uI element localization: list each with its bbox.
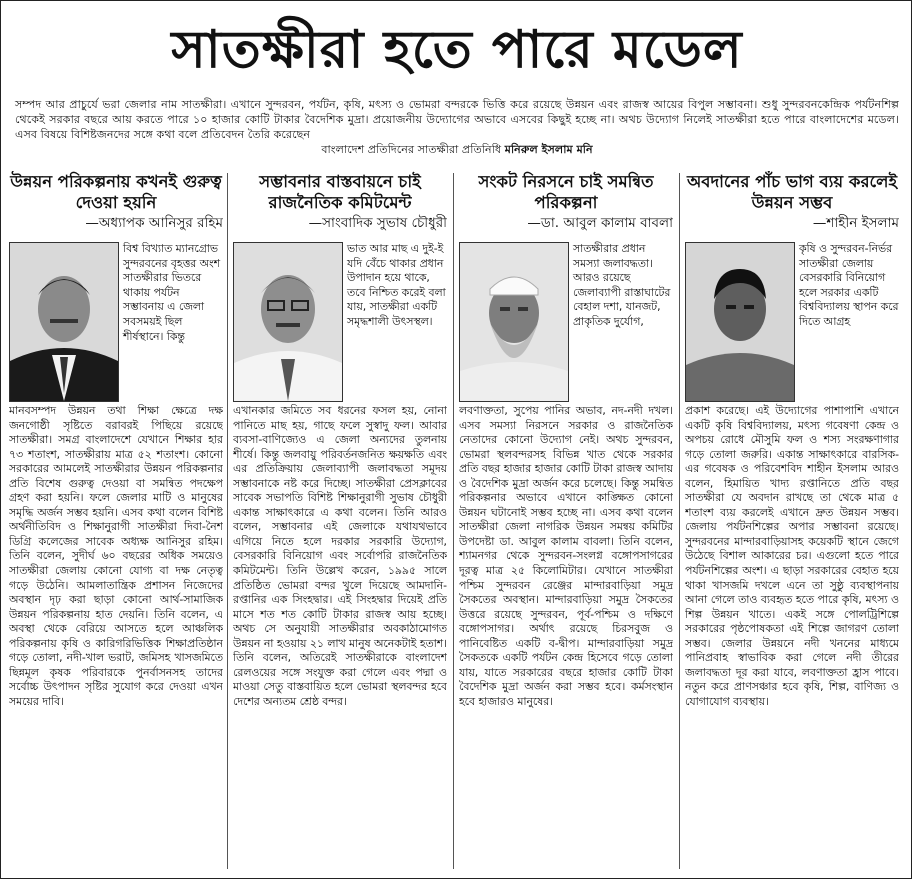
column-body: লবণাক্ততা, সুপেয় পানির অভাব, নদ-নদী দখল। এসব সমস্যা নিরসনে সরকার ও রাজনৈতিক নেতাদের কোনো উদ্যোগ নেই। অথচ সুন্দরবন, ভোমরা স্থলবন্দরসহ বিভিন্ন খাত থেকে সরকার প্রতি বছর হাজার হাজার কোটি টাকা রাজস্ব আদায় ও বৈদেশিক মুদ্রা অর্জন করে চলেছে। কিন্তু সমন্বিত পরিকল্পনার অভাবে এখানে কাঙ্ক্ষিত কোনো উন্নয়ন ঘটানোই সম্ভব হচ্ছে না। এসব কথা বলেন সাতক্ষীরা জেলা নাগরিক উন্নয়ন সমন্বয় কমিটির উপদেষ্টা ডা. আবুল কালাম বাবলা। তিনি বলেন, শ্যামনগর থেকে সুন্দরবন-সংলগ্ন বঙ্গোপসাগরের দূরত্ব মাত্র ২৫ কিলোমিটার। যেখানে সাতক্ষীরা পশ্চিম সুন্দরবন রেঞ্জের মান্দারবাড়িয়া সমুদ্র সৈকতের অবস্থান। মান্দারবাড়িয়া সমুদ্র সৈকতের উত্তরে রয়েছে সুন্দরবন, পূর্ব-পশ্চিম ও দক্ষিণে বঙ্গোপসাগর। অর্থাৎ রয়েছে চিরসবুজ ও পানিবেষ্টিত একটি ব-দ্বীপ। মান্দারবাড়িয়া সমুদ্র সৈকতকে একটি পর্যটন কেন্দ্র হিসেবে গড়ে তোলা যায়, যাতে সরকারের বছরে হাজার কোটি টাকা বৈদেশিক মুদ্রা অর্জন করা সম্ভব হবে। কর্মসংস্থান হবে হাজারও মানুষের। <box>459 404 673 708</box>
intro-text: সম্পদ আর প্রাচুর্যে ভরা জেলার নাম সাতক্ষীরা। এখানে সুন্দরবন, পর্যটন, কৃষি, মৎস্য ও ভোমরা বন্দরকে ভিত্তি করে রয়েছে উন্নয়ন এবং রাজস্ব আয়ের বিপুল সম্ভাবনা। শুধু সুন্দরবনকেন্দ্রিক পর্যটনশিল্প থেকেই সরকার বছরে আয় করতে পারে ১০ হাজার কোটি টাকার বৈদেশিক মুদ্রা। প্রয়োজনীয় উদ্যোগের অভাবে এসবের কিছুই হচ্ছে না। অথচ উদ্যোগ নিলেই সাতক্ষীরা হতে পারে বাংলাদেশের মডেল। এসব বিষয়ে বিশিষ্টজনদের সঙ্গে কথা বলে প্রতিবেদন তৈরি করেছেন <box>15 98 899 141</box>
portrait-man-cap-beard-icon <box>459 242 569 402</box>
article-column-1 <box>9 171 223 871</box>
article-column-3 <box>459 171 673 871</box>
portrait-young-man-icon <box>685 242 795 402</box>
column-body: এখানকার জমিতে সব ধরনের ফসল হয়, নোনা পানিতে মাছ হয়, গাছে ফলে সুস্বাদু ফল। আবার ব্যবসা-বাণিজ্যেও এ জেলা অন্যদের তুলনায় শীর্ষে। কিন্তু জলবায়ু পরিবর্তনজনিত ক্ষয়ক্ষতি এবং এর প্রতিক্রিয়ায় জেলাব্যাপী জলাবদ্ধতা সমূদয় সম্ভাবনাকে নষ্ট করে দিচ্ছে। সাতক্ষীরা প্রেসক্লাবের সাবেক সভাপতি বিশিষ্ট শিক্ষানুরাগী সুভাষ চৌধুরী একান্ত সাক্ষাৎকারে এ কথা বলেন। তিনি আরও বলেন, সম্ভাবনার এই জেলাকে যথাযথভাবে এগিয়ে নিতে হলে দরকার সরকারি উদ্যোগ, বেসরকারি বিনিয়োগ এবং সর্বোপরি রাজনৈতিক কমিটমেন্ট। তিনি উল্লেখ করেন, ১৯৯৫ সালে প্রতিষ্ঠিত ভোমরা বন্দর খুলে দিয়েছে আমদানি-রপ্তানির এক সিংহদ্বার। এই সিংহদ্বার দিয়েই প্রতি মাসে শত শত কোটি টাকার রাজস্ব আয় হচ্ছে। অথচ সে অনুযায়ী সাতক্ষীরার অবকাঠামোগত উন্নয়ন না হওয়ায় ২১ লাখ মানুষ অনেকটাই হতাশ। তিনি বলেন, অতিরেই সাতক্ষীরাকে বাংলাদেশ রেলওয়ের সঙ্গে সংযুক্ত করা গেলে এবং পদ্মা ও মাওয়া সেতু বাস্তবায়িত হলে ভোমরা স্থলবন্দর হবে দেশের অন্যতম শ্রেষ্ঠ বন্দর। <box>233 404 447 708</box>
column-heading: অবদানের পাঁচ ভাগ ব্যয় করলেই উন্নয়ন সম্ভব <box>686 172 898 212</box>
column-body: প্রকাশ করেছে। এই উদ্যোগের পাশাপাশি এখানে একটি কৃষি বিশ্ববিদ্যালয়, মৎস্য গবেষণা কেন্দ্র ও অপচয় রোধে মৌসুমি ফল ও শস্য সংরক্ষণাগার গড়ে তোলা জরুরি। একান্ত সাক্ষাৎকারে বারসিক-এর গবেষক ও পরিবেশবিদ শাহীন ইসলাম আরও বলেন, হিমায়িত খাদ্য রপ্তানিতে প্রতি বছর সাতক্ষীরা যে অবদান রাখছে তা থেকে মাত্র ৫ শতাংশ ব্যয় করলেই এখানে দ্রুত উন্নয়ন সম্ভব। জেলায় পর্যটনশিল্পের অপার সম্ভাবনা রয়েছে। সুন্দরবনের মান্দারবাড়িয়াসহ কয়েকটি স্থানে জেগে উঠেছে বিশাল আকারের চর। এগুলো হতে পারে পর্যটনশিল্পের অংশ। এ ছাড়া সরকারের বেহাত হয়ে থাকা খাসজমি দখলে এনে তা সুষ্ঠু ব্যবস্থাপনায় আনা গেলে তাও ব্যবহৃত হতে পারে কৃষি, মৎস্য ও শিল্প উন্নয়ন খাতে। একই সঙ্গে পোলট্রিশিল্পে সরকারের পৃষ্ঠপোষকতা এই শিল্পে জাগরণ তোলা সম্ভব। জেলার উন্নয়নে নদী খননের মাধ্যমে পানিপ্রবাহ স্বাভাবিক করা গেলে নদী তীরের জলাবদ্ধতা দূর করা যাবে, লবণাক্ততা হ্রাস পাবে। নতুন করে প্রাণসঞ্চার হবে কৃষি, শিল্প, বাণিজ্য ও যোগাযোগ ব্যবস্থায়। <box>685 404 899 708</box>
headline: সাতক্ষীরা হতে পারে মডেল <box>171 19 743 80</box>
column-heading: উন্নয়ন পরিকল্পনায় কখনই গুরুত্ব দেওয়া হয়নি <box>10 172 222 212</box>
column-byline: —শাহীন ইসলাম <box>812 215 899 231</box>
column-heading: সম্ভাবনার বাস্তবায়নে চাই রাজনৈতিক কমিটমেন্ট <box>259 172 421 212</box>
column-divider <box>227 173 228 869</box>
side-text: কৃষি ও সুন্দরবন-নির্ভর সাতক্ষীরা জেলায় বেসরকারি বিনিয়োগ হলে সরকার একটি বিশ্ববিদ্যালয় স্থাপন করে দিতে আগ্রহ <box>799 242 899 328</box>
column-byline: —ডা. আবুল কালাম বাবলা <box>527 215 673 231</box>
article-column-4 <box>685 171 899 871</box>
column-divider <box>453 173 454 869</box>
portrait-man-glasses-tie-icon <box>233 242 343 402</box>
intro-paragraph <box>15 97 899 157</box>
side-text: সাতক্ষীরার প্রধান সমস্যা জলাবদ্ধতা। আরও রয়েছে জেলাব্যাপী রাস্তাঘাটের বেহাল দশা, যানজট, প্রাকৃতিক দুর্যোগ, <box>573 242 671 328</box>
article-column-2 <box>233 171 447 871</box>
intro-credit: বাংলাদেশ প্রতিদিনের সাতক্ষীরা প্রতিনিধি <box>321 143 502 156</box>
column-heading: সংকট নিরসনে চাই সমন্বিত পরিকল্পনা <box>478 172 654 212</box>
intro-last-line <box>15 142 899 157</box>
column-divider <box>679 173 680 869</box>
column-byline: —সাংবাদিক সুভাষ চৌধুরী <box>308 215 447 231</box>
portrait-man-suit-tie-icon <box>9 242 119 402</box>
side-text: বিশ্ব বিখ্যাত ম্যানগ্রোভ সুন্দরবনের বৃহত্তর অংশ সাতক্ষীরার ভিতরে থাকায় পর্যটন সম্ভাবনায় এ জেলা সবসময়ই ছিল শীর্ষস্থানে। কিন্তু <box>123 242 221 343</box>
reporter-name: মনিরুল ইসলাম মনি <box>504 143 593 156</box>
column-body: মানবসম্পদ উন্নয়ন তথা শিক্ষা ক্ষেত্রে দক্ষ জনগোষ্ঠী সৃষ্টিতে বরাবরই পিছিয়ে রয়েছে সাতক্ষীরা। সমগ্র বাংলাদেশে যেখানে শিক্ষার হার ৭৩ শতাংশ, সাতক্ষীরায় মাত্র ৫২ শতাংশ। কোনো সরকারের আমলেই সাতক্ষীরার উন্নয়ন পরিকল্পনার প্রতি বিশেষ গুরুত্ব দেওয়া বা সমন্বিত পদক্ষেপ গ্রহণ করা হয়নি। ফলে জেলার মাটি ও মানুষের সমৃদ্ধি অর্জন সম্ভব হয়নি। এসব কথা বলেন বিশিষ্ট অর্থনীতিবিদ ও শিক্ষানুরাগী সাতক্ষীরা দিবা-নৈশ ডিগ্রি কলেজের সাবেক অধ্যক্ষ আনিসুর রহিম। তিনি বলেন, সুদীর্ঘ ৬০ বছরের অধিক সময়েও সাতক্ষীরা জেলায় কোনো যোগ্য বা দক্ষ নেতৃত্ব গড়ে উঠেনি। আমলাতান্ত্রিক প্রশাসন নিজেদের অবস্থান দৃঢ় করা ছাড়া কোনো আর্থ-সামাজিক উন্নয়ন পরিকল্পনায় হাত দেয়নি। তিনি বলেন, এ অবস্থা থেকে বেরিয়ে আসতে হলে আঞ্চলিক পরিকল্পনায় কৃষি ও কারিগরিভিত্তিক শিক্ষাপ্রতিষ্ঠান গড়ে তোলা, নদী-খাল ভরাট, জমিসহ খাসজমিতে ছিন্নমূল কৃষক পরিবারকে পুনর্বাসনসহ তাদের সর্বোচ্চ উৎপাদন সৃষ্টির সুযোগ করে দেওয়া এখন সময়ের দাবি। <box>9 404 223 708</box>
side-text: ভাত আর মাছ এ দুই-ই যদি বেঁচে থাকার প্রধান উপাদান হয়ে থাকে, তবে নিশ্চিত করেই বলা যায়, সাতক্ষীরা একটি সমৃদ্ধশালী উৎসস্থল। <box>347 242 446 328</box>
column-byline: —অধ্যাপক আনিসুর রহিম <box>85 215 223 231</box>
